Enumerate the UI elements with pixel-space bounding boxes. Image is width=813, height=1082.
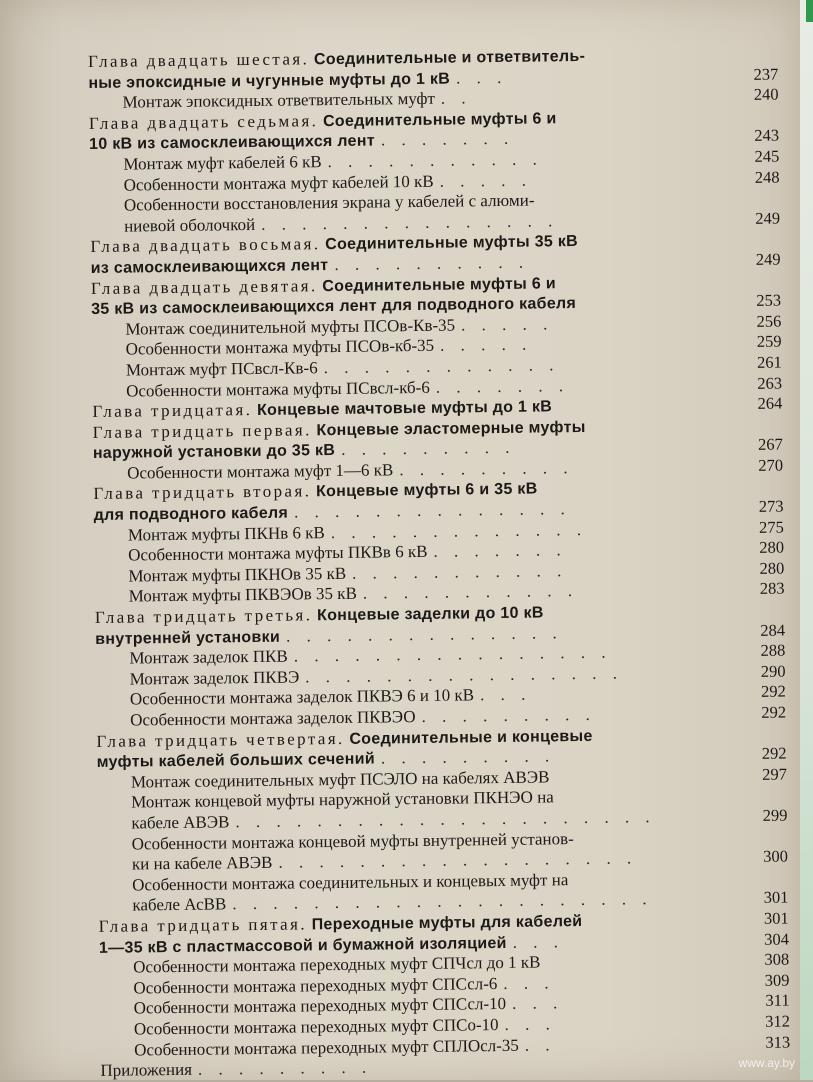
entry-text: Особенности монтажа муфты ПСвсл-кб-6 [126, 377, 430, 401]
entry-text: Особенности восстановления экрана у кабелей с алюми- [123, 190, 535, 215]
page-number: 288 [760, 640, 786, 661]
chapter-number: Глава тридцать третья. [94, 605, 313, 627]
chapter-title: Концевые мачтовые муфты до 1 кВ [252, 398, 553, 420]
page-number: 263 [757, 373, 783, 393]
page-number: 245 [754, 146, 780, 166]
leader-dots: . . . . . [439, 334, 533, 356]
entry-text: из самосклеивающихся лент [90, 257, 329, 277]
chapter-title: Соединительные и ответвитель- [309, 47, 586, 69]
entry-text: кабеле АВЭВ [131, 812, 230, 833]
page-number: 273 [758, 496, 784, 516]
chapter-title: Концевые эластомерные муфты [311, 418, 586, 439]
leader-dots: . . [524, 1034, 556, 1055]
leader-dots: . . . . . . . . . . . . . . . . [305, 663, 624, 687]
entry-text: Монтаж муфты ПКВЭОв 35 кВ [128, 584, 357, 606]
entry-text: внутренней установки [95, 628, 281, 648]
leader-dots: . . . . . . . . . . [334, 252, 530, 274]
leader-dots: . . . . . . . . . . . [362, 581, 579, 604]
page-number: 311 [765, 990, 790, 1011]
page-number: 312 [765, 1011, 791, 1031]
entry-text: Монтаж заделок ПКВ [129, 646, 288, 668]
entry-text: Особенности монтажа муфты ПСОв-кб-35 [125, 336, 435, 359]
green-corner-decoration [806, 0, 813, 22]
leader-dots: . . [440, 88, 472, 108]
page-number: 249 [755, 249, 781, 269]
entry-text: муфты кабелей больших сечений [96, 750, 376, 772]
entry-text: Особенности монтажа переходных муфт СПСсл-10 [133, 994, 507, 1018]
leader-dots: . . . . . . . . . [421, 704, 596, 726]
entry-text: кабеле АсВВ [132, 894, 227, 915]
page-number: 301 [763, 908, 789, 928]
page-number: 280 [759, 537, 785, 558]
entry-text: 1—35 кВ с пластмассовой и бумажной изоляцией [98, 934, 507, 957]
background-edge [800, 0, 813, 1080]
leader-dots: . . . . . . . . . . . . . . [285, 622, 563, 646]
leader-dots: . . . . . . . [380, 129, 515, 150]
entry-text: Особенности монтажа муфт кабелей 10 кВ [123, 171, 434, 195]
entry-text: Монтаж заделок ПКВЭ [129, 667, 300, 689]
leader-dots: . . . [512, 931, 565, 952]
entry-text: 10 кВ из самосклеивающихся лент [89, 132, 376, 154]
leader-dots: . . . . . . . . . [399, 457, 574, 480]
entry-text: Особенности монтажа переходных муфт СПСсл-6 [133, 973, 498, 998]
page-number: 240 [753, 84, 779, 105]
leader-dots: . . . . . . . . . . . . . . . . [293, 642, 612, 666]
entry-text: Монтаж муфты ПКНОв 35 кВ [128, 563, 347, 586]
entry-text: Особенности монтажа концевой муфты внутренней установ- [131, 828, 574, 854]
chapter-title: Соединительные муфты 35 кВ [320, 233, 579, 254]
entry-text: Особенности монтажа заделок ПКВЭО [130, 707, 416, 730]
page-number: 283 [759, 578, 785, 599]
entry-text: 35 кВ из самосклеивающихся лент для подводного кабеля [91, 295, 577, 319]
entry-text: Приложения [100, 1059, 193, 1081]
entry-text: Монтаж концевой муфты наружной установки ПКНЭО на [131, 787, 554, 812]
leader-dots: . . . . . . . . . . . [351, 561, 568, 583]
entry-text: Особенности монтажа муфт 1—6 кВ [127, 460, 394, 483]
chapter-number: Глава двадцать восьмая. [90, 234, 321, 257]
leader-dots: . . . . . . . . . [341, 438, 516, 460]
page-number: 292 [761, 702, 787, 722]
page-number: 297 [762, 764, 787, 784]
chapter-number: Глава тридцать четвертая. [96, 728, 345, 751]
page-number: 292 [761, 743, 787, 764]
entry-text: ки на кабеле АВЭВ [131, 852, 273, 874]
leader-dots: . . . . . . . [435, 375, 570, 397]
leader-dots: . . . . . [460, 314, 554, 335]
entry-text: Особенности монтажа переходных муфт СПСо-10 [133, 1014, 499, 1039]
page-number: 280 [759, 558, 785, 578]
page-number: 270 [758, 455, 784, 475]
page-number: 243 [754, 125, 780, 146]
page-number: 290 [760, 661, 786, 681]
page-number: 248 [754, 167, 780, 187]
page-number: 275 [758, 517, 784, 537]
page-number: 249 [755, 208, 781, 228]
entry-text: Особенности монтажа заделок ПКВЭ 6 и 10 кВ [129, 685, 475, 709]
page-number: 313 [765, 1031, 791, 1052]
page-number: 301 [763, 887, 789, 908]
leader-dots: . . . . . [439, 170, 533, 191]
chapter-number: Глава двадцать девятая. [90, 275, 318, 298]
entry-text: Монтаж соединительных муфт ПСЭЛО на кабелях АВЭВ [130, 767, 550, 792]
page-number: 264 [757, 393, 783, 413]
page-number: 256 [756, 311, 782, 331]
chapter-number: Глава тридцать пятая. [98, 914, 308, 936]
watermark: www.ay.by [738, 1056, 795, 1070]
page-number: 308 [764, 949, 790, 969]
entry-text: Особенности монтажа переходных муфт СПЧсл до 1 кВ [133, 952, 541, 977]
entry-text: наружной установки до 35 кВ [92, 442, 336, 463]
entry-text: Монтаж муфт кабелей 6 кВ [123, 152, 322, 174]
leader-dots: . . . . . . . . . [380, 746, 556, 768]
chapter-title: Соединительные и концевые [344, 727, 593, 748]
chapter-title: Концевые заделки до 10 кВ [312, 604, 544, 625]
entry-text: Особенности монтажа переходных муфт СПЛОсл-35 [134, 1035, 519, 1060]
chapter-number: Глава двадцать шестая. [88, 49, 310, 71]
leader-dots: . . . . . . . . . . . . . . . . . . [278, 848, 638, 872]
page-number: 284 [760, 620, 786, 640]
page-number: 253 [756, 290, 782, 310]
leader-dots: . . . [504, 1014, 556, 1034]
chapter-number: Глава двадцать седьмая. [88, 110, 319, 133]
chapter-title: Концевые муфты 6 и 35 кВ [311, 481, 538, 501]
page-number: 259 [756, 331, 782, 352]
leader-dots: . . . . . . . . . . . . . . . [261, 211, 559, 234]
page-number: 261 [756, 352, 782, 372]
leader-dots: . . . . . . . . . [197, 1057, 373, 1079]
entry-text: Монтаж муфты ПКНв 6 кВ [127, 522, 325, 545]
page-number: 267 [757, 434, 783, 455]
chapter-number: Глава тридцать первая. [92, 419, 312, 442]
entry-text: Монтаж соединительной муфты ПСОв-Кв-35 [125, 315, 456, 339]
leader-dots: . . . [511, 993, 564, 1014]
chapter-title: Переходные муфты для кабелей [306, 912, 583, 934]
entry-text: для подводного кабеля [93, 504, 289, 525]
page-number: 309 [764, 970, 790, 990]
chapter-number: Глава тридцатая. [92, 400, 253, 422]
entry-text: Монтаж эпоксидных ответвительных муфт [122, 88, 435, 112]
entry-text: Монтаж муфт ПСвсл-Кв-6 [125, 358, 318, 380]
leader-dots: . . . . . . . [433, 540, 567, 562]
chapter-number: Глава тридцать вторая. [93, 481, 312, 504]
leader-dots: . . . [479, 685, 532, 705]
page-number: 304 [764, 929, 789, 949]
chapter-title: Соединительные муфты 6 и [317, 274, 556, 295]
entry-text: Особенности монтажа соединительных и концевых муфт на [132, 869, 569, 895]
page-number: 237 [753, 64, 779, 84]
leader-dots: . . . . . . . . . . . . . . . . . . . . . [235, 807, 656, 832]
entry-text: ниевой оболочкой [124, 214, 256, 236]
leader-dots: . . . . . . . . . . . [327, 149, 543, 172]
entry-text: ные эпоксидные и чугунные муфты до 1 кВ [88, 70, 451, 92]
chapter-title: Соединительные муфты 6 и [318, 110, 557, 130]
page-number: 299 [762, 805, 788, 825]
page-number: 300 [763, 846, 788, 866]
leader-dots: . . . . . . . . . . . . . . . . . . . . . [232, 889, 653, 914]
leader-dots: . . . . . . . . . . . . [323, 355, 560, 378]
leader-dots: . . . [503, 973, 555, 993]
leader-dots: . . . . . . . . . . . . . [330, 519, 588, 542]
leader-dots: . . . [455, 67, 508, 88]
leader-dots: . . . . . . . . . . . . . . [293, 499, 571, 522]
entry-text: Особенности монтажа муфты ПКВв 6 кВ [128, 542, 428, 565]
page-number: 292 [760, 681, 786, 702]
